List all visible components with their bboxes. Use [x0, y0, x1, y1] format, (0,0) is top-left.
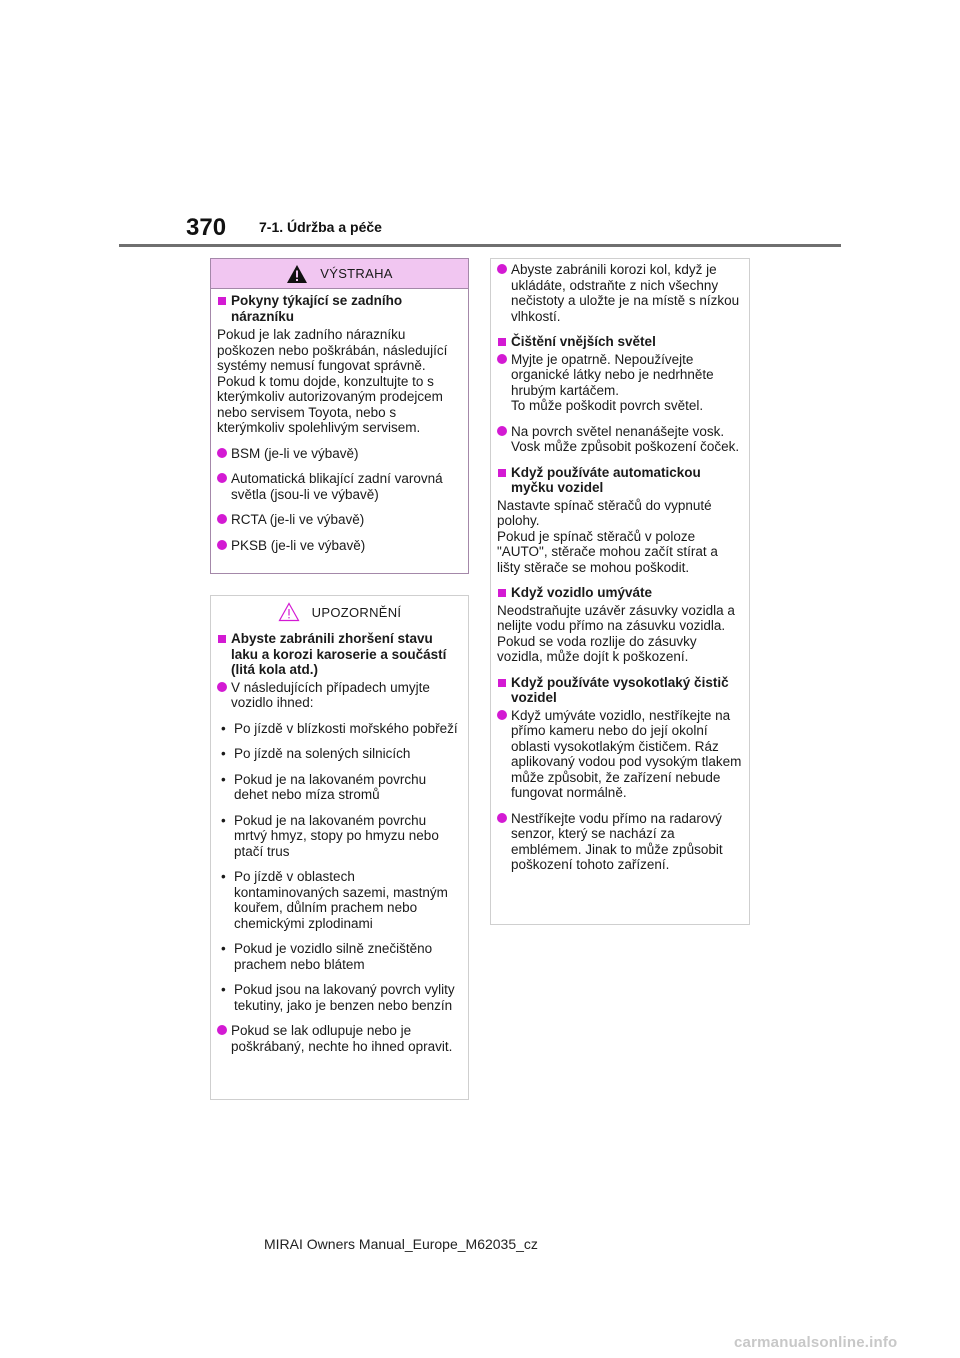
- round-bullet-icon: [217, 682, 227, 692]
- warning-heading: Pokyny týkající se zadního nárazníku: [217, 293, 462, 324]
- section-title: 7-1. Údržba a péče: [259, 219, 382, 235]
- warning-box: [210, 258, 469, 574]
- list-item: Abyste zabránili korozi kol, když je ukládáte, odstraňte z nich všechny nečistoty a uložte je na místě s nízkou vlhkostí.: [497, 262, 743, 324]
- sub-item: • Po jízdě na solených silnicích: [221, 746, 411, 761]
- sub-item: • Po jízdě v blízkosti mořského pobřeží: [221, 720, 458, 736]
- warning-paragraph: Pokud je lak zadního nárazníku poškozen nebo poškrábán, následující systémy nemusí fungovat správně. Pokud k tomu dojde, konzultujte to s kterýmkoliv autorizovaným prodejcem nebo servisem Toyota, nebo s kterýmkoliv spolehlivým servisem.: [217, 327, 448, 435]
- sub-item: • Po jízdě v oblastech kontaminovaných sazemi, mastným kouřem, důlním prachem nebo chemickými zplodinami: [221, 869, 448, 931]
- lights-heading: Čištění vnějších světel: [497, 334, 743, 350]
- list-item: Myjte je opatrně. Nepoužívejte organické látky nebo je nedrhněte hrubým kartáčem. To může poškodit povrch světel.: [497, 352, 743, 414]
- square-bullet-icon: [498, 338, 506, 346]
- footer-text: MIRAI Owners Manual_Europe_M62035_cz: [264, 1236, 538, 1252]
- caution-heading: Abyste zabránili zhoršení stavu laku a korozi karoserie a součástí (litá kola atd.): [217, 631, 462, 678]
- list-item: V následujících případech umyjte vozidlo ihned:: [217, 680, 462, 711]
- washing-heading: Když vozidlo umýváte: [497, 585, 743, 601]
- caution-header: [211, 597, 468, 627]
- sub-item: • Pokud je na lakovaném povrchu dehet nebo míza stromů: [221, 771, 427, 802]
- list-item: Pokud se lak odlupuje nebo je poškrábaný, nechte ho ihned opravit.: [217, 1023, 462, 1054]
- carwash-paragraph: Nastavte spínač stěračů do vypnuté polohy. Pokud je spínač stěračů v poloze "AUTO", stěrače mohou začít stírat a lišty stěrače se mohou poškodit.: [497, 497, 718, 575]
- watermark: carmanualsonline.info: [734, 1334, 898, 1351]
- round-bullet-icon: [217, 514, 227, 524]
- list-item: Nestříkejte vodu přímo na radarový senzor, který se nachází za emblémem. Jinak to může způsobit poškození tohoto zařízení.: [497, 811, 743, 873]
- list-item: PKSB (je-li ve výbavě): [217, 538, 462, 554]
- round-bullet-icon: [497, 813, 507, 823]
- sub-item: • Pokud je vozidlo silně znečištěno prachem nebo blátem: [221, 941, 433, 972]
- square-bullet-icon: [498, 589, 506, 597]
- list-item: Když umýváte vozidlo, nestříkejte na přímo kameru nebo do její okolní oblasti vysokotlakým čističem. Ráz aplikovaný vodou pod vysokým tlakem může způsobit, že zařízení nebude fungovat normálně.: [497, 708, 743, 801]
- square-bullet-icon: [498, 679, 506, 687]
- washing-paragraph: Neodstraňujte uzávěr zásuvky vozidla a nelijte vodu přímo na zásuvku vozidla. Pokud se voda rozlije do zásuvky vozidla, může dojít k poškození.: [497, 602, 735, 664]
- warning-label: VÝSTRAHA: [320, 266, 393, 281]
- round-bullet-icon: [497, 426, 507, 436]
- caution-box: [210, 595, 469, 1100]
- caution-label: UPOZORNĚNÍ: [311, 604, 402, 620]
- round-bullet-icon: [497, 264, 507, 274]
- list-item: RCTA (je-li ve výbavě): [217, 512, 462, 528]
- caution-continuation-box: [490, 258, 750, 925]
- list-item: BSM (je-li ve výbavě): [217, 446, 462, 462]
- sub-item: • Pokud je na lakovaném povrchu mrtvý hmyz, stopy po hmyzu nebo ptačí trus: [221, 812, 439, 859]
- carwash-heading: Když používáte automatickou myčku vozidel: [497, 465, 743, 496]
- round-bullet-icon: [217, 473, 227, 483]
- sub-item: • Pokud jsou na lakovaný povrch vylity tekutiny, jako je benzen nebo benzín: [221, 982, 455, 1013]
- list-item: Na povrch světel nenanášejte vosk. Vosk může způsobit poškození čoček.: [497, 424, 743, 455]
- square-bullet-icon: [218, 297, 226, 305]
- round-bullet-icon: [217, 540, 227, 550]
- square-bullet-icon: [498, 469, 506, 477]
- header-rule: [119, 244, 841, 247]
- pressure-heading: Když používáte vysokotlaký čistič vozidel: [497, 675, 743, 706]
- list-item: Automatická blikající zadní varovná světla (jsou-li ve výbavě): [217, 471, 462, 502]
- square-bullet-icon: [218, 635, 226, 643]
- page-number: 370: [186, 214, 227, 241]
- round-bullet-icon: [217, 1025, 227, 1035]
- warning-header: [211, 259, 468, 289]
- warning-triangle-icon: [286, 264, 308, 284]
- round-bullet-icon: [497, 354, 507, 364]
- round-bullet-icon: [217, 448, 227, 458]
- round-bullet-icon: [497, 710, 507, 720]
- caution-triangle-icon: [278, 602, 300, 622]
